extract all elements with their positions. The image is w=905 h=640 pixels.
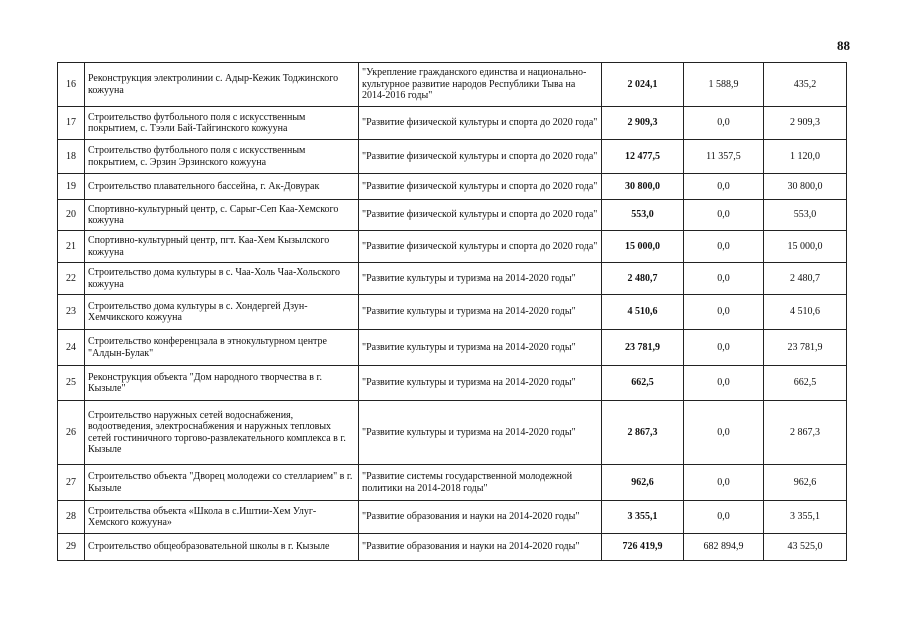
row-number: 23 bbox=[58, 295, 85, 330]
table-row bbox=[58, 263, 847, 295]
total-amount: 23 781,9 bbox=[602, 330, 684, 366]
table-row bbox=[58, 231, 847, 263]
regional-amount: 1 120,0 bbox=[764, 140, 847, 174]
federal-amount: 0,0 bbox=[684, 295, 764, 330]
total-amount: 2 024,1 bbox=[602, 63, 684, 107]
program-name: "Развитие физической культуры и спорта до 2020 года" bbox=[359, 107, 602, 140]
program-name: "Укрепление гражданского единства и национально-культурное развитие народов Республики Тыва на 2014-2016 годы" bbox=[359, 63, 602, 107]
total-amount: 962,6 bbox=[602, 465, 684, 501]
row-number: 29 bbox=[58, 534, 85, 561]
table-row bbox=[58, 295, 847, 330]
total-amount: 30 800,0 bbox=[602, 174, 684, 200]
total-amount: 2 480,7 bbox=[602, 263, 684, 295]
regional-amount: 553,0 bbox=[764, 200, 847, 231]
table-row bbox=[58, 63, 847, 107]
regional-amount: 15 000,0 bbox=[764, 231, 847, 263]
regional-amount: 23 781,9 bbox=[764, 330, 847, 366]
federal-amount: 0,0 bbox=[684, 231, 764, 263]
total-amount: 2 867,3 bbox=[602, 401, 684, 465]
table-row bbox=[58, 330, 847, 366]
program-name: "Развитие культуры и туризма на 2014-2020 годы" bbox=[359, 330, 602, 366]
row-number: 26 bbox=[58, 401, 85, 465]
row-number: 16 bbox=[58, 63, 85, 107]
federal-amount: 0,0 bbox=[684, 465, 764, 501]
program-name: "Развитие физической культуры и спорта до 2020 года" bbox=[359, 174, 602, 200]
object-name: Строительство дома культуры в с. Чаа-Холь Чаа-Хольского кожууна bbox=[85, 263, 359, 295]
object-name: Строительства объекта «Школа в с.Иштии-Хем Улуг-Хемского кожууна» bbox=[85, 501, 359, 534]
object-name: Строительство футбольного поля с искусственным покрытием, с. Эрзин Эрзинского кожууна bbox=[85, 140, 359, 174]
total-amount: 662,5 bbox=[602, 366, 684, 401]
table-row bbox=[58, 174, 847, 200]
total-amount: 12 477,5 bbox=[602, 140, 684, 174]
program-name: "Развитие культуры и туризма на 2014-2020 годы" bbox=[359, 401, 602, 465]
program-name: "Развитие культуры и туризма на 2014-2020 годы" bbox=[359, 263, 602, 295]
row-number: 19 bbox=[58, 174, 85, 200]
page-number: 88 bbox=[837, 38, 850, 53]
object-name: Реконструкция электролинии с. Адыр-Кежик Тоджинского кожууна bbox=[85, 63, 359, 107]
total-amount: 4 510,6 bbox=[602, 295, 684, 330]
row-number: 20 bbox=[58, 200, 85, 231]
table-row bbox=[58, 200, 847, 231]
federal-amount: 0,0 bbox=[684, 366, 764, 401]
total-amount: 726 419,9 bbox=[602, 534, 684, 561]
regional-amount: 2 909,3 bbox=[764, 107, 847, 140]
object-name: Строительство объекта "Дворец молодежи со стелларием" в г. Кызыле bbox=[85, 465, 359, 501]
object-name: Строительство плавательного бассейна, г. Ак-Довурак bbox=[85, 174, 359, 200]
regional-amount: 2 867,3 bbox=[764, 401, 847, 465]
row-number: 24 bbox=[58, 330, 85, 366]
row-number: 27 bbox=[58, 465, 85, 501]
object-name: Спортивно-культурный центр, с. Сарыг-Сеп Каа-Хемского кожууна bbox=[85, 200, 359, 231]
program-name: "Развитие образования и науки на 2014-2020 годы" bbox=[359, 534, 602, 561]
object-name: Строительство футбольного поля с искусственным покрытием, с. Тээли Бай-Тайгинского кожууна bbox=[85, 107, 359, 140]
federal-amount: 0,0 bbox=[684, 174, 764, 200]
federal-amount: 0,0 bbox=[684, 401, 764, 465]
total-amount: 2 909,3 bbox=[602, 107, 684, 140]
program-name: "Развитие физической культуры и спорта до 2020 года" bbox=[359, 200, 602, 231]
program-name: "Развитие физической культуры и спорта до 2020 года" bbox=[359, 231, 602, 263]
federal-amount: 0,0 bbox=[684, 200, 764, 231]
object-name: Строительство наружных сетей водоснабжения, водоотведения, электроснабжения и наружных тепловых сетей гостиничного торгово-развлекательного комплекса в г. Кызыле bbox=[85, 401, 359, 465]
regional-amount: 2 480,7 bbox=[764, 263, 847, 295]
table-row bbox=[58, 534, 847, 561]
table-row bbox=[58, 465, 847, 501]
program-name: "Развитие культуры и туризма на 2014-2020 годы" bbox=[359, 295, 602, 330]
object-name: Спортивно-культурный центр, пгт. Каа-Хем Кызылского кожууна bbox=[85, 231, 359, 263]
federal-amount: 0,0 bbox=[684, 107, 764, 140]
federal-amount: 1 588,9 bbox=[684, 63, 764, 107]
program-name: "Развитие образования и науки на 2014-2020 годы" bbox=[359, 501, 602, 534]
table-row bbox=[58, 140, 847, 174]
total-amount: 15 000,0 bbox=[602, 231, 684, 263]
total-amount: 3 355,1 bbox=[602, 501, 684, 534]
regional-amount: 435,2 bbox=[764, 63, 847, 107]
table-row bbox=[58, 107, 847, 140]
budget-table bbox=[57, 62, 847, 561]
object-name: Строительство конференцзала в этнокультурном центре "Алдын-Булак" bbox=[85, 330, 359, 366]
regional-amount: 662,5 bbox=[764, 366, 847, 401]
program-name: "Развитие культуры и туризма на 2014-2020 годы" bbox=[359, 366, 602, 401]
regional-amount: 3 355,1 bbox=[764, 501, 847, 534]
regional-amount: 30 800,0 bbox=[764, 174, 847, 200]
regional-amount: 43 525,0 bbox=[764, 534, 847, 561]
object-name: Реконструкция объекта "Дом народного творчества в г. Кызыле" bbox=[85, 366, 359, 401]
row-number: 25 bbox=[58, 366, 85, 401]
table-row bbox=[58, 501, 847, 534]
table-row bbox=[58, 366, 847, 401]
table-row bbox=[58, 401, 847, 465]
total-amount: 553,0 bbox=[602, 200, 684, 231]
row-number: 28 bbox=[58, 501, 85, 534]
row-number: 21 bbox=[58, 231, 85, 263]
federal-amount: 0,0 bbox=[684, 330, 764, 366]
row-number: 18 bbox=[58, 140, 85, 174]
program-name: "Развитие физической культуры и спорта до 2020 года" bbox=[359, 140, 602, 174]
object-name: Строительство дома культуры в с. Хондергей Дзун-Хемчикского кожууна bbox=[85, 295, 359, 330]
row-number: 17 bbox=[58, 107, 85, 140]
regional-amount: 4 510,6 bbox=[764, 295, 847, 330]
federal-amount: 0,0 bbox=[684, 501, 764, 534]
program-name: "Развитие системы государственной молодежной политики на 2014-2018 годы" bbox=[359, 465, 602, 501]
federal-amount: 0,0 bbox=[684, 263, 764, 295]
object-name: Строительство общеобразовательной школы в г. Кызыле bbox=[85, 534, 359, 561]
row-number: 22 bbox=[58, 263, 85, 295]
federal-amount: 682 894,9 bbox=[684, 534, 764, 561]
regional-amount: 962,6 bbox=[764, 465, 847, 501]
federal-amount: 11 357,5 bbox=[684, 140, 764, 174]
